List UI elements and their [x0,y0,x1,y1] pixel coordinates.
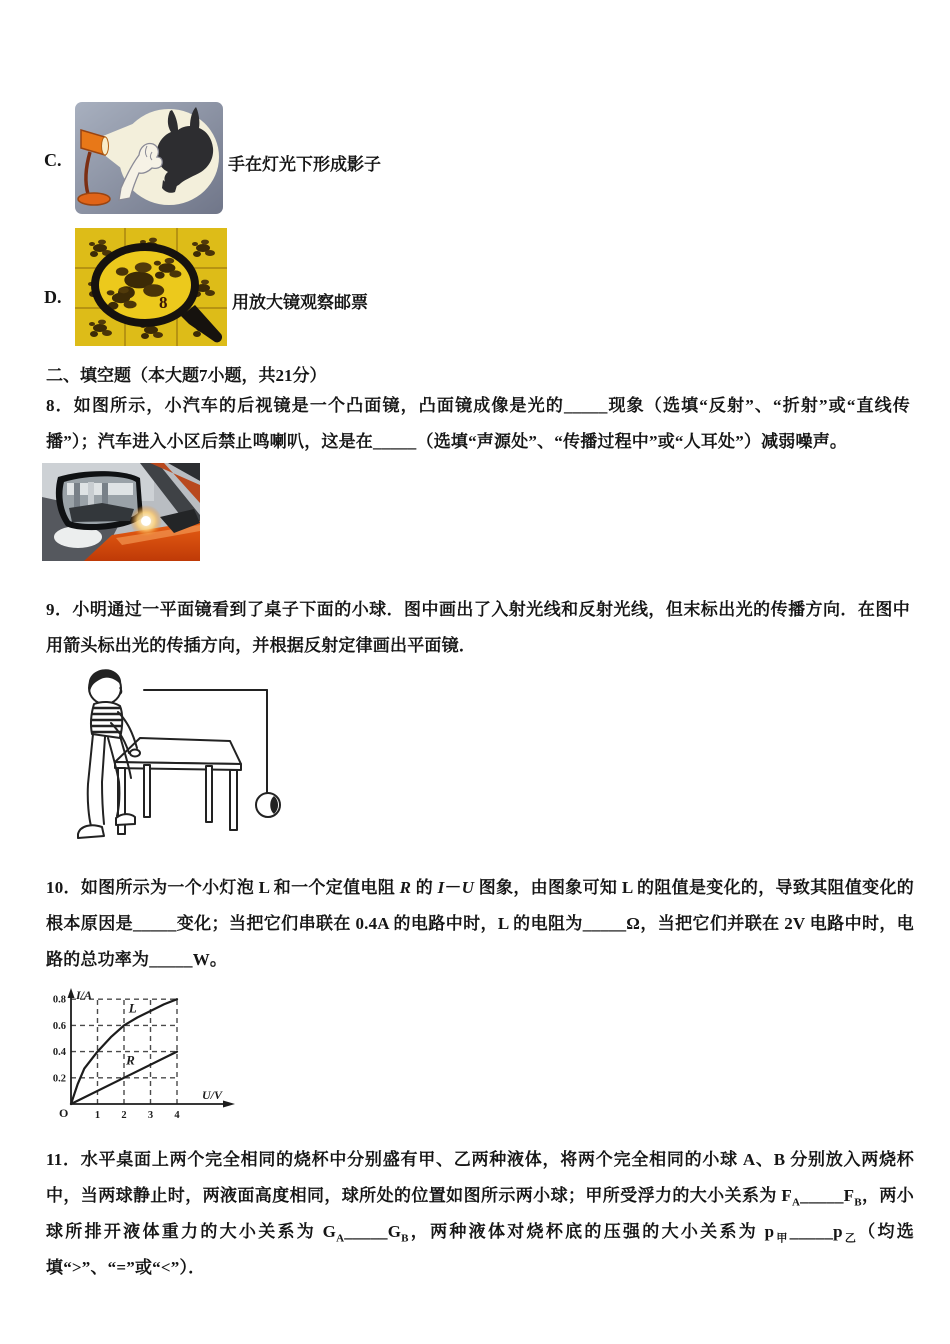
y-tick-label: 0.2 [52,1073,66,1085]
option-c-caption: 手在灯光下形成影子 [228,155,381,174]
x-tick-label: 4 [174,1110,180,1121]
ball [256,793,280,817]
question-9-figure-boy-table-ball [58,666,308,844]
question-11-text: 11．水平桌面上两个完全相同的烧杯中分别盛有甲、乙两种液体，将两个完全相同的小球 A、B 分别放入两烧杯中，当两球静止时，两液面高度相同，球所处的位置如图所示两小球；甲所受浮力的大小关系为 $F_A\_\_\_\_\_F_B$，两小球所排开液体重力的大小关系为 $G_A\_\_\_\_\_G_B$，两种液体对烧杯底的压强的大小关系为 $p_甲\_\_\_\_\_p_乙$（均选填“>”、“=”或“<”）． [46,1150,914,1277]
question-8-figure-car-side-mirror [42,463,200,561]
x-tick-label: 3 [147,1110,154,1121]
x-tick-label: 1 [94,1110,101,1121]
option-c-figure-lamp-hand-shadow-donkey [75,102,223,214]
iu-graph-svg [45,986,240,1124]
option-d-figure-magnifier-over-stamps [75,228,227,346]
side-mirror [56,471,143,530]
section-header: 二、填空题（本大题7小题，共21分） [46,366,327,385]
y-tick-label: 0.8 [52,994,66,1006]
question-9-text: 9．小明通过一平面镜看到了桌子下面的小球．图中画出了入射光线和反射光线，但末标出光的传播方向．在图中用箭头标出光的传插方向，并根据反射定律画出平面镜． [46,600,910,655]
option-d-caption: 用放大镜观察邮票 [232,293,368,312]
option-d-label: D. [44,287,62,307]
y-tick-label: 0.6 [52,1020,66,1032]
x-tick-label: 2 [121,1110,127,1121]
grid-lines [71,999,177,1104]
origin-label: O [59,1106,69,1120]
svg-text:8: 8 [159,293,168,312]
series-label-R: R [126,1052,135,1068]
y-axis-label: I/A [76,988,93,1002]
question-10-text: 10．如图所示为一个小灯泡 L 和一个定值电阻 R 的 I－U 图象，由图象可知 L 的阻值是变化的，导致其阻值变化的根本原因是_____变化；当把它们串联在 0.4A 的电路中时，L 的电阻为_____Ω，当把它们并联在 2V 电路中时，电路的总功率为_____W。 [46,878,914,969]
series-label-L: L [128,1000,137,1016]
question-8-text: 8．如图所示，小汽车的后视镜是一个凸面镜，凸面镜成像是光的_____现象（选填“反射”、“折射”或“直线传播”）；汽车进入小区后禁止鸣喇叭，这是在_____（选填“声源处”、“传播过程中”或“人耳处”）减弱噪声。 [46,396,910,451]
x-axis-label: U/V [202,1088,223,1102]
option-c-label: C. [44,150,62,170]
boy [78,669,140,838]
y-tick-label: 0.4 [52,1047,66,1059]
